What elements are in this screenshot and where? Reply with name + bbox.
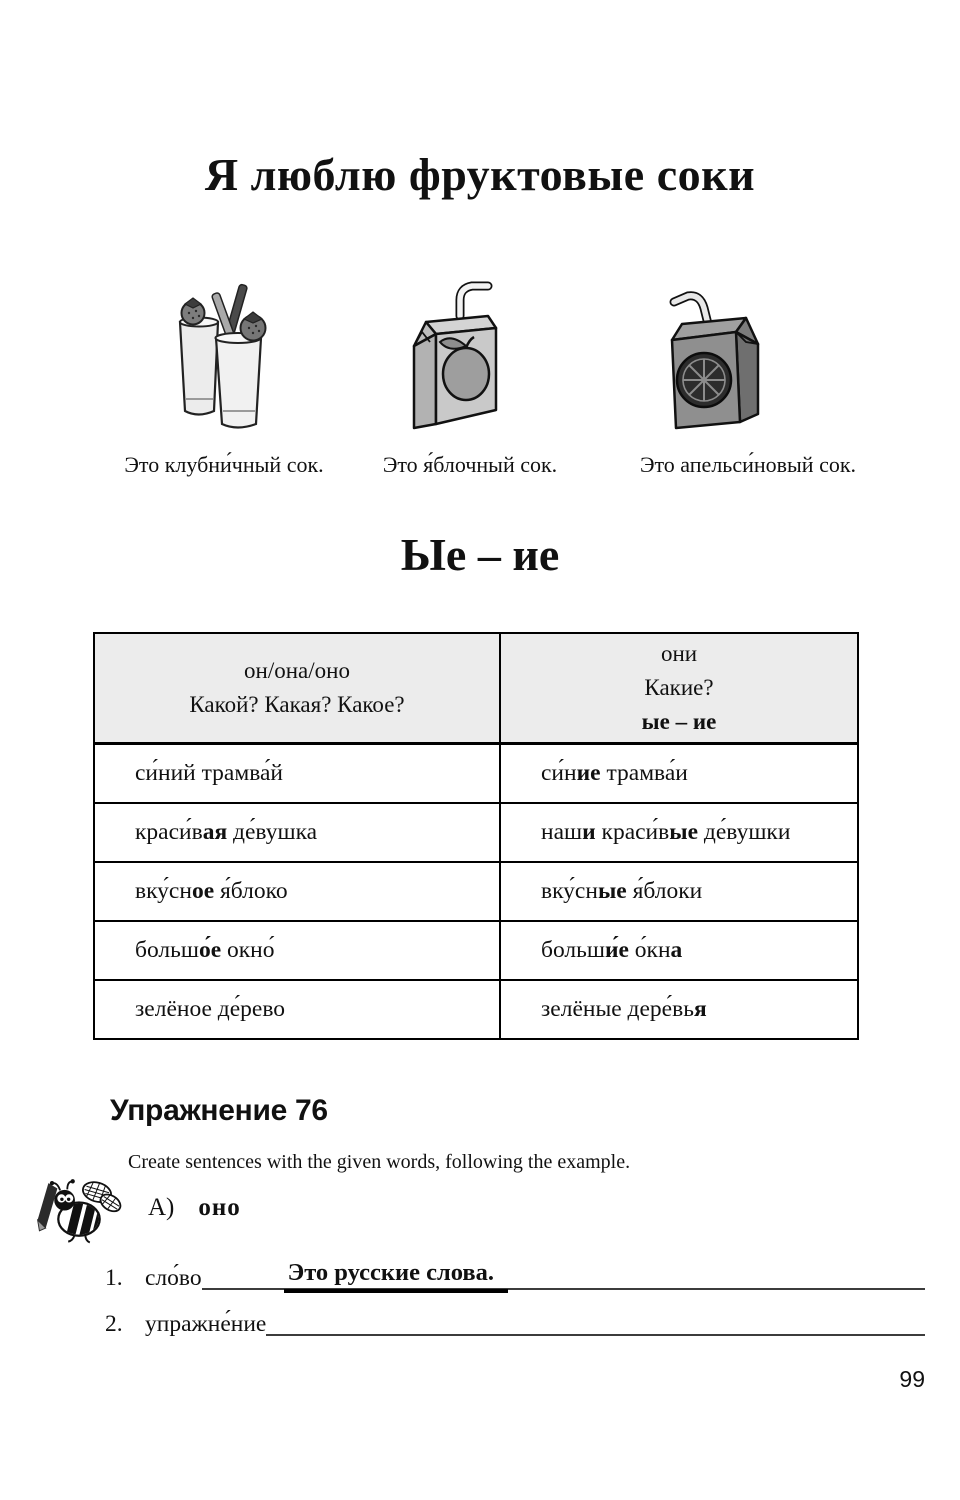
item-prompt-word: упражне́ние [145,1311,267,1337]
orange-juice-carton-icon [660,286,772,432]
table-row [94,803,858,862]
table-cell-singular: зелёное де́рево [94,980,500,1039]
example-answer: Это русские слова. [284,1259,508,1293]
table-row [94,862,858,921]
exercise-item-2 [105,1302,925,1338]
table-cell-singular: си́ний трамва́й [94,744,500,804]
item-number: 2. [105,1311,123,1337]
table-cell-singular: большо́е окно́ [94,921,500,980]
apple-juice-carton-icon [398,276,510,432]
page-title: Я люблю фруктовые соки [204,149,756,200]
section-heading: Ые – ие [400,529,560,580]
table-cell-plural: вку́сные я́блоки [500,862,858,921]
table-cell-plural: наши краси́вые де́вушки [500,803,858,862]
table-cell-plural: зелёные дере́вья [500,980,858,1039]
table-cell-singular: краси́вая де́вушка [94,803,500,862]
table-cell-plural: си́ние трамва́и [500,744,858,804]
table-row [94,980,858,1039]
exercise-item-1 [105,1256,925,1292]
caption-orange-juice: Это апельси́новый сок. [639,452,857,477]
caption-strawberry-juice: Это клубни́чный сок. [124,452,324,477]
table-cell-plural: больши́е о́кна [500,921,858,980]
part-example-word: оно [198,1194,241,1221]
part-label: А) [148,1194,175,1221]
caption-apple-juice: Это я́блочный сок. [382,452,558,477]
strawberry-juice-glasses-icon [166,280,294,436]
table-row [94,921,858,980]
table-cell-singular: вку́сное я́блоко [94,862,500,921]
grammar-table [93,632,859,1040]
bee-icon [34,1178,124,1244]
item-number: 1. [105,1265,123,1291]
table-row [94,744,858,804]
table-header-singular: он/она/оно Какой? Какая? Какое? [94,633,500,744]
item-prompt-word: сло́во [145,1265,202,1291]
answer-blank-line[interactable] [202,1256,925,1290]
exercise-instruction: Create sentences with the given words, following the example. [128,1151,631,1173]
exercise-part-a [148,1194,241,1222]
exercise-heading: Упражнение 76 [110,1094,328,1127]
page-number: 99 [899,1366,925,1392]
table-header-plural: они Какие? ые – ие [500,633,858,744]
table-header-row [94,633,858,744]
answer-blank-line[interactable] [266,1302,925,1336]
